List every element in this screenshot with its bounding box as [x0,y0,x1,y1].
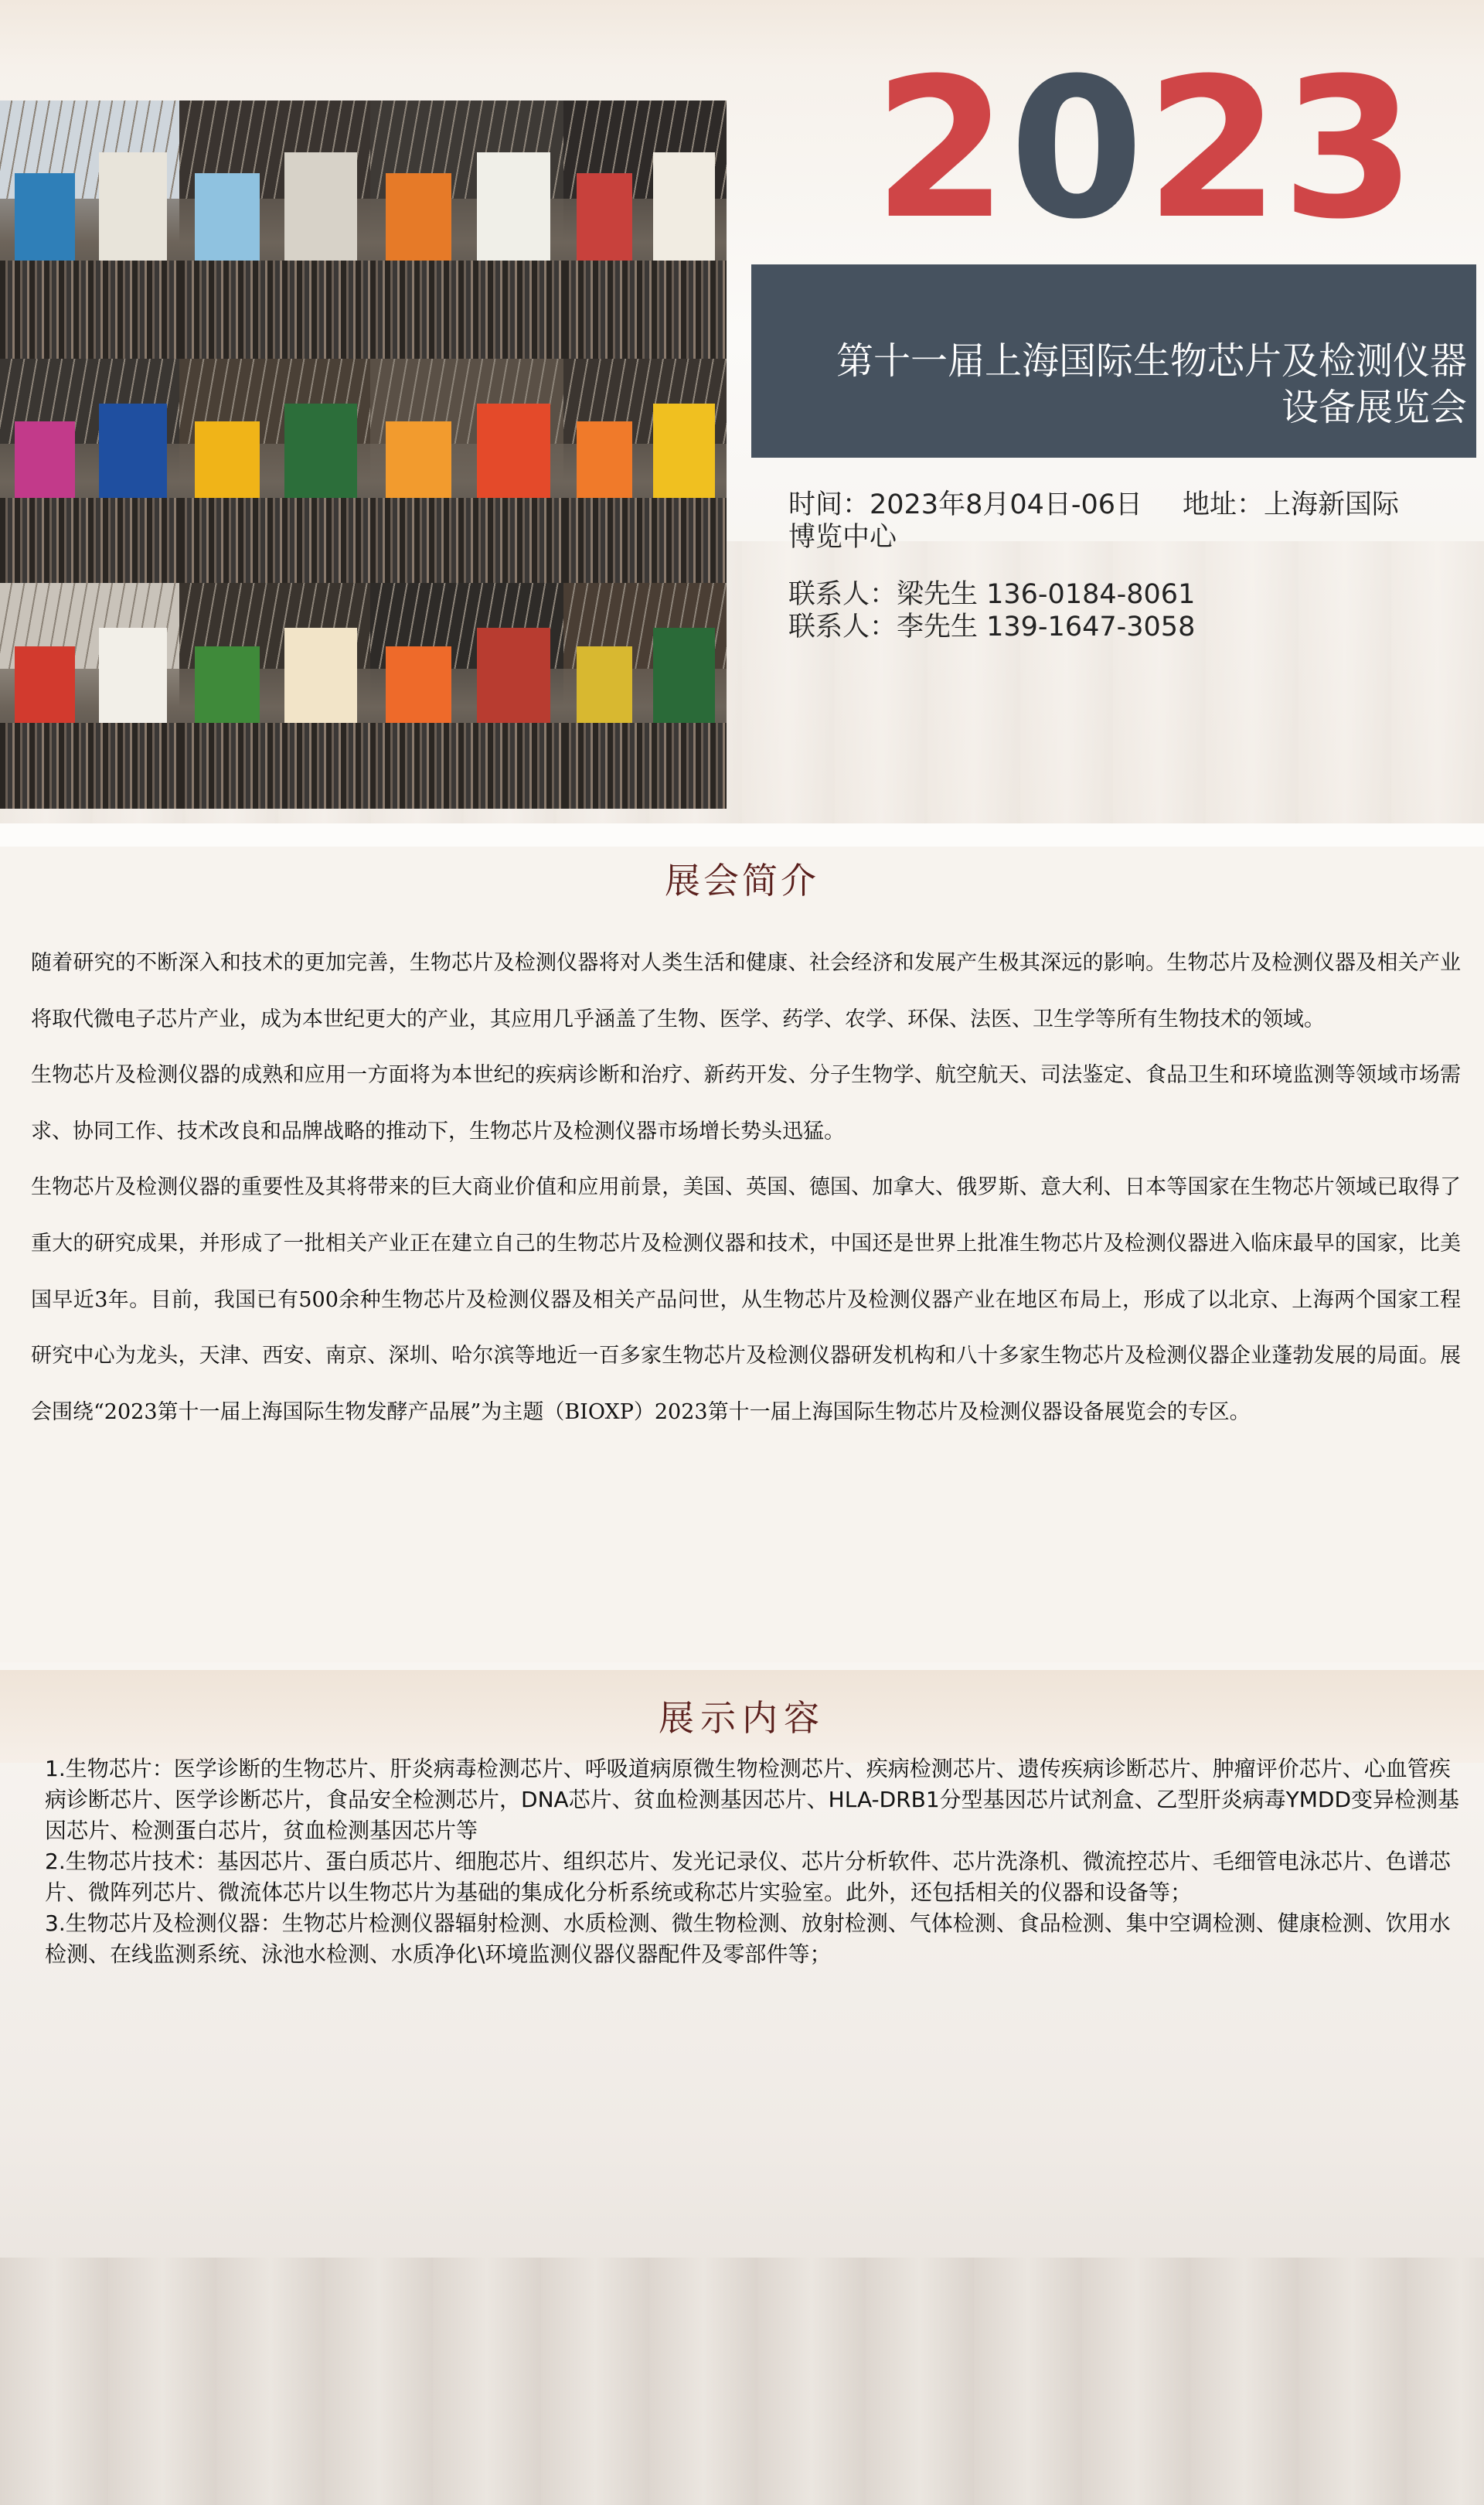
content-item: 3.生物芯片及检测仪器：生物芯片检测仪器辐射检测、水质检测、微生物检测、放射检测、气体检测、食品检测、集中空调检测、健康检测、饮用水检测、在线监测系统、泳池水检测、水质净化\环境监测仪器仪器配件及零部件等； [45,1910,1451,1967]
event-info [788,489,1453,643]
exhibition-photo [370,101,563,359]
content-item: 1.生物芯片：医学诊断的生物芯片、肝炎病毒检测芯片、呼吸道病原微生物检测芯片、疾病检测芯片、遗传疾病诊断芯片、肿瘤评价芯片、心血管疾病诊断芯片、医学诊断芯片，食品安全检测芯片，DNA芯片、贫血检测基因芯片、HLA-DRB1分型基因芯片试剂盒、乙型肝炎病毒YMDD变异检测基因芯片、检测蛋白芯片，贫血检测基因芯片等 [45,1756,1460,1843]
contact-person: 联系人：梁先生 136-0184-8061 [788,579,1196,610]
exhibition-photo [179,101,370,359]
intro-section-title: 展会简介 [665,860,819,901]
intro-paragraph: 生物芯片及检测仪器的成熟和应用一方面将为本世纪的疾病诊断和治疗、新药开发、分子生物学、航空航天、司法鉴定、食品卫生和环境监测等领域市场需求、协同工作、技术改良和品牌战略的推动下，生物芯片及检测仪器市场增长势头迅猛。 [31,1063,1461,1143]
exhibition-title [771,338,1467,431]
content-section-title: 展示内容 [659,1697,825,1739]
year-digit: 3 [1281,36,1418,261]
exhibition-photo-collage [0,101,727,809]
exhibition-photo [179,359,370,583]
exhibit-content-list [45,1754,1467,1970]
contact-person: 联系人：李先生 139-1647-3058 [788,612,1196,642]
exhibition-photo [563,101,727,359]
year-digit: 2 [873,36,1009,261]
exhibition-photo [179,583,370,809]
event-address: 地址：上海新国际 [1183,489,1400,520]
exhibition-photo [0,359,179,583]
intro-paragraph: 随着研究的不断深入和技术的更加完善，生物芯片及检测仪器将对人类生活和健康、社会经济和发展产生极其深远的影响。生物芯片及检测仪器及相关产业将取代微电子芯片产业，成为本世纪更大的产业，其应用几乎涵盖了生物、医学、药学、农学、环保、法医、卫生学等所有生物技术的领域。 [31,951,1461,1031]
event-time: 时间：2023年8月04日-06日 [788,489,1143,520]
intro-paragraph: 生物芯片及检测仪器的重要性及其将带来的巨大商业价值和应用前景，美国、英国、德国、加拿大、俄罗斯、意大利、日本等国家在生物芯片领域已取得了重大的研究成果，并形成了一批相关产业正在建立自己的生物芯片及检测仪器和技术，中国还是世界上批准生物芯片及检测仪器进入临床最早的国家，比美国早近3年。目前，我国已有500余种生物芯片及检测仪器及相关产品问世，从生物芯片及检测仪器产业在地区布局上，形成了以北京、上海两个国家工程研究中心为龙头，天津、西安、南京、深圳、哈尔滨等地近一百多家生物芯片及检测仪器研发机构和八十多家生物芯片及检测仪器企业蓬勃发展的局面。展会围绕“2023第十一届上海国际生物发酵产品展”为主题（BIOXP）2023第十一届上海国际生物芯片及检测仪器设备展览会的专区。 [31,1175,1461,1424]
year-digit: 2 [1145,36,1281,261]
year-digit: 0 [1009,36,1145,261]
content-item: 2.生物芯片技术：基因芯片、蛋白质芯片、细胞芯片、组织芯片、发光记录仪、芯片分析软件、芯片洗涤机、微流控芯片、毛细管电泳芯片、色谱芯片、微阵列芯片、微流体芯片以生物芯片为基础的集成化分析系统或称芯片实验室。此外，还包括相关的仪器和设备等； [45,1849,1451,1905]
bottom-floor-texture [0,2258,1484,2505]
exhibition-photo [0,101,179,359]
exhibition-photo [563,359,727,583]
event-address-cont: 博览中心 [788,522,897,553]
title-banner [751,264,1476,458]
exhibition-photo [370,583,563,809]
exhibition-photo [370,359,563,583]
exhibition-photo [563,583,727,809]
title-line: 设备展览会 [1281,386,1467,429]
intro-band [0,823,1484,847]
intro-text [31,936,1461,1440]
exhibition-photo [0,583,179,809]
title-line: 第十一届上海国际生物芯片及检测仪器 [836,339,1467,383]
year-heading [873,36,1476,261]
